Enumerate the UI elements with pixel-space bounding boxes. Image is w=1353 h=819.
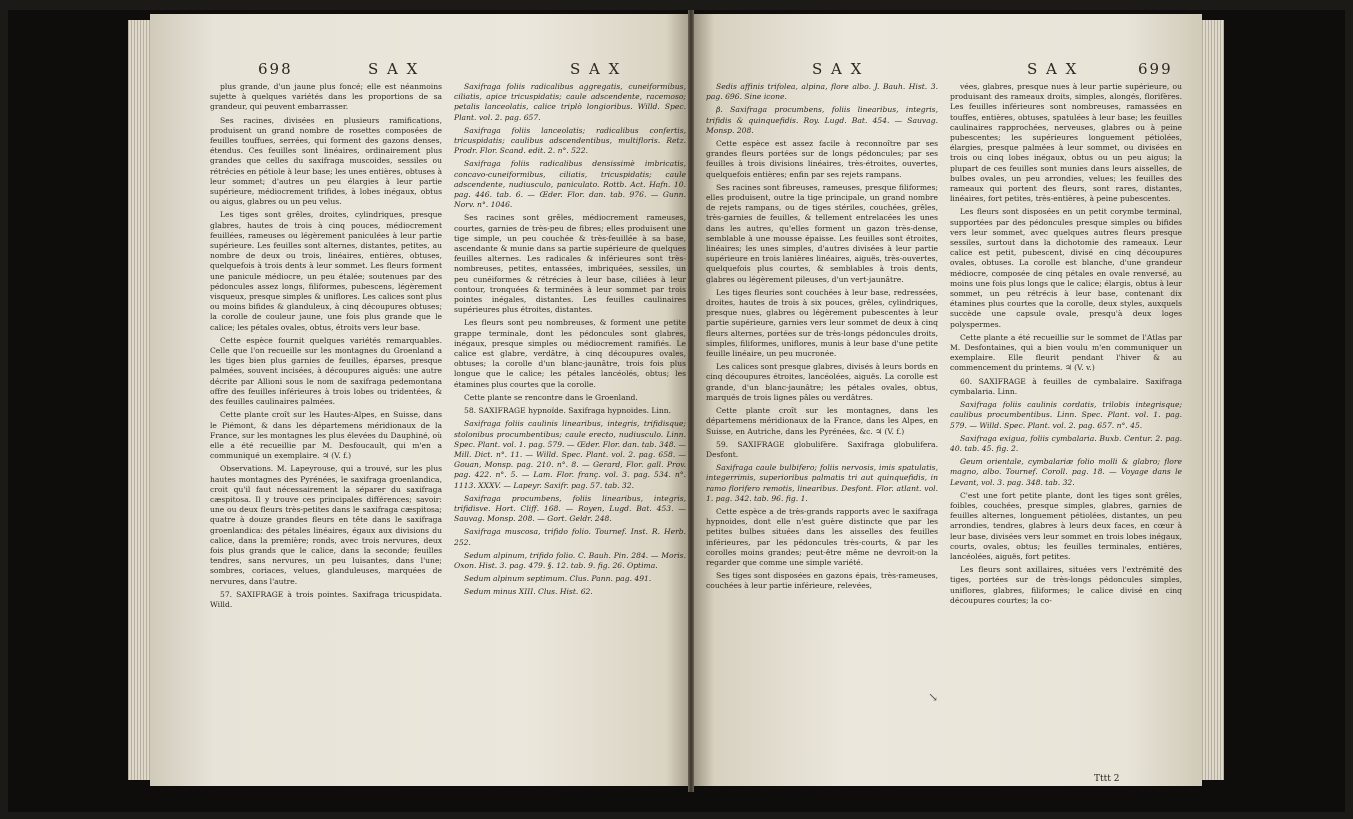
paragraph: Saxifraga foliis caulinis linearibus, integris, trifidisque; stolonibus procumbentibus; caule erecto, nudiusculo. Linn. Spec. Plant. vol. 1. pag. 579. — Œder. Flor. dan. tab. 348. — Mill. Dict. n°. 11. — Willd. Spec. Plant. vol. 2. pag. 658. — Gouan, Monsp. pag. 210. n°. 8. — Gerard, Flor. gall. Prov. pag. 422. n°. 5. — Lam. Flor. franç. vol. 3. pag. 534. n°. 1113. XXXV. — Lapeyr. Saxifr. pag. 57. tab. 32.	[454, 419, 686, 490]
left-page-edges	[128, 20, 150, 780]
paragraph: Ses racines sont fibreuses, rameuses, presque filiformes; elles produisent, outre la tige principale, un grand nombre de rejets rampans, ou de tiges stériles, couchées, grêles, très-garnies de feuilles, & tellement entrelacées les unes dans les autres, qu'elles forment un gazon très-dense, semblable à une mousse épaisse. Les feuilles sont étroites, linéaires; les unes simples, d'autres divisées à leur partie supérieure en trois lanières linéaires, aiguës, très-ouvertes, quelquefois plus courtes, & semblables à trois dents, glabres ou légèrement pileuses, d'un vert-jaunâtre.	[706, 182, 938, 284]
paragraph: 58. SAXIFRAGE hypnoïde. Saxifraga hypnoides. Linn.	[464, 406, 672, 416]
paragraph: Sedis affinis trifolea, alpina, flore albo. J. Bauh. Hist. 3. pag. 696. Sine icone.	[706, 82, 938, 102]
paragraph: Sedum alpinum, trifido folio. C. Bauh. Pin. 284. — Moris. Oxon. Hist. 3. pag. 479. §. 12. tab. 9. fig. 26. Optima.	[454, 550, 686, 570]
paragraph: Saxifraga foliis lanceolatis; radicalibus confertis, tricuspidatis; caulibus adscendentibus, multifloris. Retz. Prodr. Flor. Scand. edit. 2. n°. 522.	[454, 125, 686, 156]
paragraph: 59. SAXIFRAGE globulifère. Saxifraga globulifera. Desfont.	[706, 439, 938, 459]
left-header-right: S A X	[570, 60, 622, 78]
paragraph: plus grande, d'un jaune plus foncé; elle est néanmoins sujette à quelques variétés dans les proportions de sa grandeur, qui peuvent embarrasser.	[210, 82, 442, 112]
left-column-2	[454, 82, 686, 601]
paragraph: Les fleurs sont peu nombreuses, & forment une petite grappe terminale, dont les pédoncules sont glabres, inégaux, presque simples ou médiocrement ramifiés. Le calice est glabre, verdâtre, à cinq découpures ovales, obtuses; la corolle d'un blanc-jaunâtre, trois fois plus longue que le calice; les pétales lancéolés, obtus; les étamines plus courtes que la corolle.	[454, 318, 686, 389]
paragraph: Saxifraga muscosa, trifido folio. Tournef. Inst. R. Herb. 252.	[454, 527, 686, 547]
paragraph: Sedum alpinum septimum. Clus. Pann. pag. 491.	[464, 574, 652, 584]
paragraph: Cette plante a été recueillie sur le sommet de l'Atlas par M. Desfontaines, qui a bien voulu m'en communiquer un exemplaire. Elle fleurit pendant l'hiver & au commencement du printems. ♃ (V. v.)	[950, 332, 1182, 373]
paragraph: Geum orientale, cymbalariæ folio molli & glabro; flore magno, albo. Tournef. Coroll. pag. 18. — Voyage dans le Levant, vol. 3. pag. 348. tab. 32.	[950, 457, 1182, 487]
paragraph: Les tiges sont grêles, droites, cylindriques, presque glabres, hautes de trois à cinq pouces, médiocrement feuillées, rameuses ou légèrement paniculées à leur partie supérieure. Les feuilles sont alternes, distantes, petites, au nombre de deux ou trois, linéaires, entières, obtuses, quelquefois à trois dents à leur sommet. Les fleurs forment une panicule médiocre, un peu étalée; soutenues par des pédoncules assez longs, filiformes, pubescens, légèrement visqueux, presque simples & uniflores. Les calices sont plus ou moins bifides & glanduleux, à cinq découpures obtuses; la corolle de couleur jaune, une fois plus grande que le calice; les pétales ovales, obtus, étroits vers leur base.	[210, 210, 442, 332]
signature-mark: Tttt 2	[1094, 774, 1120, 784]
paragraph: Les fleurs sont axillaires, situées vers l'extrémité des tiges, portées sur de très-longs pédoncules simples, uniflores, glabres, filiformes; le calice divisé en cinq découpures courtes; la co-	[950, 565, 1182, 605]
right-page	[694, 14, 1202, 786]
paragraph: Cette plante croît sur les Hautes-Alpes, en Suisse, dans le Piémont, & dans les départemens méridionaux de la France, sur les montagnes les plus élevées du Dauphiné, où elle a été recueillie par M. Desfoucault, qui m'en a communiqué un exemplaire. ♃ (V. f.)	[210, 410, 442, 461]
paragraph: Ses racines, divisées en plusieurs ramifications, produisent un grand nombre de rosettes composées de feuilles touffues, serrées, qui forment des gazons denses, étendus. Ces feuilles sont linéaires, ordinairement plus grandes que celles du saxifraga muscoides, sessiles ou rétrécies en pétiole à leur base; les unes entières, obtuses à leur sommet; d'autres un peu élargies à leur partie supérieure, médiocrement trifides, à lobes inégaux, obtus ou aigus, glabres ou un peu velus.	[210, 115, 442, 207]
right-header-right: S A X	[1027, 60, 1079, 78]
left-header-left: S A X	[368, 60, 420, 78]
left-column-1	[210, 82, 442, 613]
paragraph: Les calices sont presque glabres, divisés à leurs bords en cinq découpures étroites, lancéolées, aiguës. La corolle est grande, d'un blanc-jaunâtre; les pétales ovales, obtus, marqués de trois lignes pâles ou verdâtres.	[706, 362, 938, 402]
paragraph: Sedum minus XIII. Clus. Hist. 62.	[464, 587, 593, 597]
paragraph: 57. SAXIFRAGE à trois pointes. Saxifraga tricuspidata. Willd.	[210, 589, 442, 609]
paragraph: vées, glabres, presque nues à leur partie supérieure, ou produisant des rameaux droits, simples, alongés, florifères. Les feuilles inférieures sont nombreuses, ramassées en touffes, entières, obtuses, spatulées à leur base; les feuilles caulinaires rapprochées, nerveuses, glabres ou à peine pubescentes; les supérieures longuement pétiolées, élargies, presque palmées à leur sommet, ou divisées en trois ou cinq lobes inégaux, obtus ou un peu aigus; la plupart de ces feuilles sont munies dans leurs aisselles, de bulbes ovales, un peu arrondies, velues; les feuilles des rameaux qui portent des fleurs, sont rares, distantes, linéaires, fort petites, très-entières, à peine pubescentes.	[950, 82, 1182, 204]
paragraph: Cette plante se rencontre dans le Groenland.	[464, 392, 638, 402]
paragraph: C'est une fort petite plante, dont les tiges sont grêles, foibles, couchées, presque simples, glabres, garnies de feuilles alternes, longuement pétiolées, distantes, un peu arrondies, tendres, glabres à leurs deux faces, en cœur à leur base, divisées vers leur sommet en trois lobes inégaux, courts, ovales, obtus; les feuilles terminales, entières, lancéolées, aiguës, fort petites.	[950, 490, 1182, 561]
right-page-number: 699	[1138, 60, 1173, 78]
paragraph: β. Saxifraga procumbens, foliis linearibus, integris, trifidis & quinquefidis. Roy. Lugd. Bat. 454. — Sauvag. Monsp. 208.	[706, 105, 938, 135]
paragraph: Saxifraga foliis caulinis cordatis, trilobis integrisque; caulibus procumbentibus. Linn. Spec. Plant. vol. 1. pag. 579. — Willd. Spec. Plant. vol. 2. pag. 657. n°. 45.	[950, 400, 1182, 430]
paragraph: Les fleurs sont disposées en un petit corymbe terminal, supportées par des pédoncules presque simples ou bifides vers leur sommet, avec quelques autres fleurs presque sessiles, surtout dans la dichotomie des rameaux. Leur calice est petit, pubescent, divisé en cinq découpures ovales, obtuses. La corolle est blanche, d'une grandeur médiocre, composée de cinq pétales en ovale renversé, au moins une fois plus longs que le calice; élargis, obtus à leur sommet, un peu rétrécis à leur base, contenant dix étamines plus courtes que la corolle, deux styles, auxquels succède une capsule ovale, presqu'à deux loges polyspermes.	[950, 207, 1182, 329]
paragraph: Saxifraga exigua, foliis cymbalaria. Buxb. Centur. 2. pag. 40. tab. 45. fig. 2.	[950, 433, 1182, 453]
right-column-1	[706, 82, 938, 595]
paragraph: 60. SAXIFRAGE à feuilles de cymbalaire. Saxifraga cymbalaria. Linn.	[950, 376, 1182, 396]
right-page-edges	[1202, 20, 1224, 780]
paragraph: Saxifraga caule bulbifero; foliis nervosis, imis spatulatis, integerrimis, superioribus palmatis tri aut quinquefidis, in ramo florifero remotis, linearibus. Desfont. Flor. atlant. vol. 1. pag. 342. tab. 96. fig. 1.	[706, 463, 938, 503]
paragraph: Saxifraga procumbens, foliis linearibus, integris, trifidisve. Hort. Cliff. 168. — Royen, Lugd. Bat. 453. — Sauvag. Monsp. 208. — Gort. Geldr. 248.	[454, 493, 686, 524]
paragraph: Ses tiges sont disposées en gazons épais, très-rameuses, couchées à leur partie inférieure, relevées,	[706, 571, 938, 591]
paragraph: Saxifraga foliis radicalibus densissimè imbricatis, concavo-cuneiformibus, ciliatis, tricuspidatis; caule adscendente, nudiusculo, paniculato. Rottb. Act. Hafn. 10. pag. 446. tab. 6. — Œder. Flor. dan. tab. 976. — Gunn. Norv. n°. 1046.	[454, 159, 686, 210]
paragraph: Cette espèce est assez facile à reconnoître par ses grandes fleurs portées sur de longs pédoncules; par ses feuilles à trois divisions linéaires, très-étroites, ouvertes, quelquefois entières; enfin par ses rejets rampans.	[706, 139, 938, 179]
paragraph: Cette plante croît sur les montagnes, dans les départemens méridionaux de la France, dans les Alpes, en Suisse, en Autriche, dans les Pyrénées, &c. ♃ (V. f.)	[706, 406, 938, 436]
paragraph: Cette espèce a de très-grands rapports avec le saxifraga hypnoides, dont elle n'est guère distincte que par les petites bulbes situées dans les aisselles des feuilles inférieures, par les pédoncules très-courts, & par les corolles moins grandes; peut-être même ne devroit-on la regarder que comme une simple variété.	[706, 506, 938, 567]
paragraph: Observations. M. Lapeyrouse, qui a trouvé, sur les plus hautes montagnes des Pyrénées, le saxifraga groenlandica, croit qu'il faut nécessairement la séparer du saxifraga cæspitosa. Il y trouve ces principales différences; savoir: une ou deux fleurs très-petites dans le saxifraga cæspitosa; quatre à douze grandes fleurs en tête dans le saxifraga groenlandica: des pétales linéaires, égaux aux divisions du calice, dans la première; ronds, avec trois nervures, deux fois plus grands que le calice, dans la seconde; feuilles tendres, sans nervures, un peu luisantes, dans l'une; sombres, coriaces, velues, glanduleuses, marquées de nervures, dans l'autre.	[210, 464, 442, 586]
paragraph: Cette espèce fournit quelques variétés remarquables. Celle que l'on recueille sur les montagnes du Groenland a les tiges bien plus garnies de feuilles, éparses, presque palmées, souvent incisées, à découpures aiguës: une autre décrite par Allioni sous le nom de saxifraga pedemontana offre des feuilles inférieures à trois lobes ou tridentées, & des feuilles caulinaires palmées.	[210, 335, 442, 407]
paragraph: Les tiges fleuries sont couchées à leur base, redressées, droites, hautes de trois à six pouces, grêles, cylindriques, presque nues, glabres ou légèrement pubescentes à leur partie supérieure, garnies vers leur sommet de deux à cinq fleurs alternes, portées sur de très-longs pédoncules droits, simples, filiformes, uniflores, munis à leur base d'une petite feuille linéaire, un peu mucronée.	[706, 287, 938, 359]
cursor-arrow-icon: ↘	[928, 690, 939, 704]
paragraph: Saxifraga foliis radicalibus aggregatis, cuneiformibus, ciliatis, apice tricuspidatis; caule adscendente, racemoso; petalis lanceolatis, calice triplò longioribus. Willd. Spec. Plant. vol. 2. pag. 657.	[454, 82, 686, 122]
right-header-left: S A X	[812, 60, 864, 78]
left-page-number: 698	[258, 60, 293, 78]
left-page	[150, 14, 688, 786]
paragraph: Ses racines sont grêles, médiocrement rameuses, courtes, garnies de très-peu de fibres; elles produisent une tige simple, un peu couchée & très-feuillée à sa base, ascendante & munie dans sa partie supérieure de quelques feuilles alternes. Les radicales & inférieures sont très-nombreuses, petites, entassées, imbriquées, sessiles, un peu cunéiformes & rétrécies à leur base, ciliées à leur contour, tronquées & terminées à leur sommet par trois pointes inégales, distantes. Les feuilles caulinaires supérieures plus étroites, distantes.	[454, 213, 686, 315]
right-column-2	[950, 82, 1182, 609]
